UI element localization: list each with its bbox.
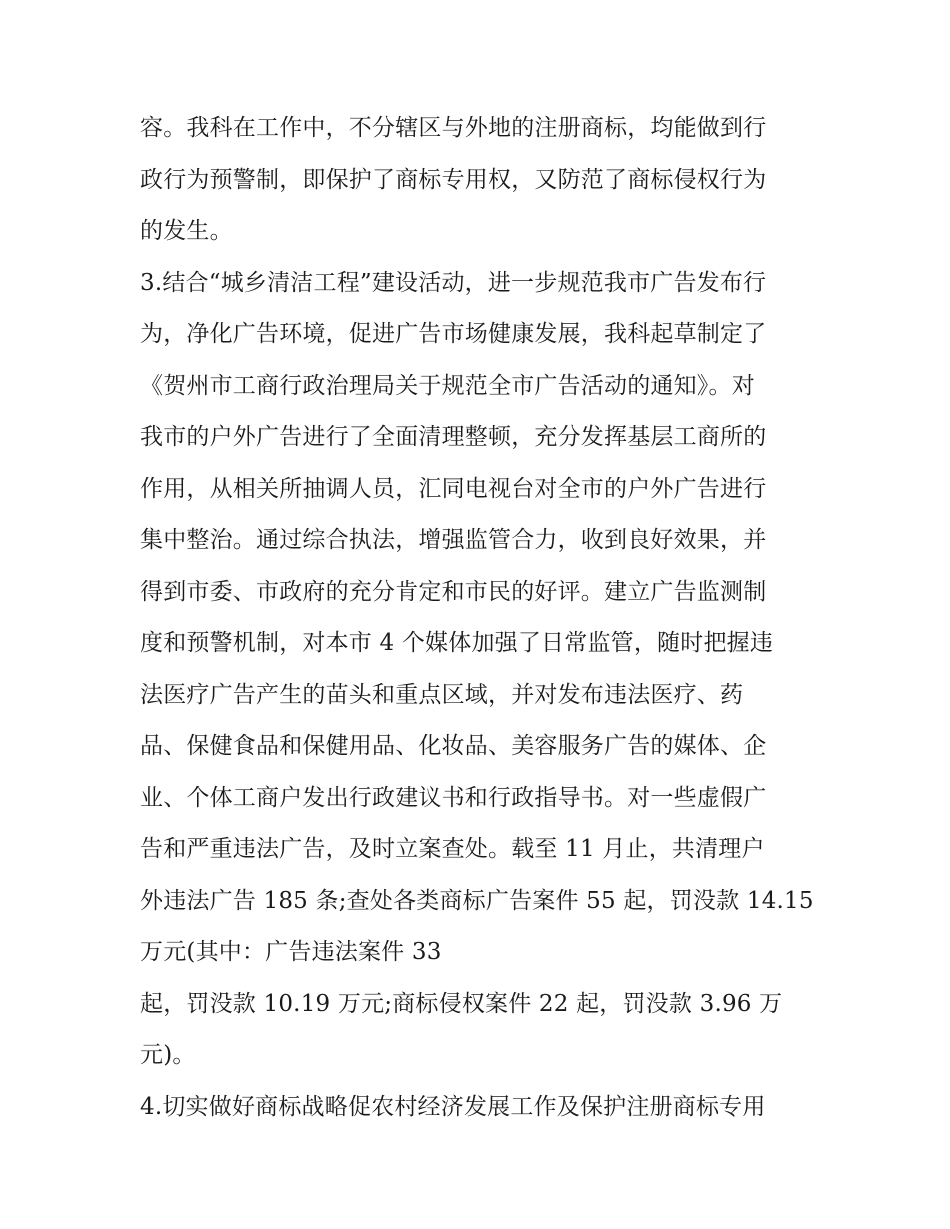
text-line: 我市的户外广告进行了全面清理整顿，充分发挥基层工商所的 bbox=[140, 424, 767, 450]
text-line: 集中整治。通过综合执法，增强监管合力，收到良好效果，并 bbox=[140, 527, 767, 553]
text-line: 作用，从相关所抽调人员，汇同电视台对全市的户外广告进行 bbox=[140, 475, 767, 502]
text-line: 政行为预警制，即保护了商标专用权，又防范了商标侵权行为 bbox=[140, 166, 767, 193]
text-line: 法医疗广告产生的苗头和重点区域，并对发布违法医疗、药 bbox=[140, 681, 744, 708]
text-line: 3.结合“城乡清洁工程”建设活动，进一步规范我市广告发布行 bbox=[140, 269, 767, 296]
text-line: 得到市委、市政府的充分肯定和市民的好评。建立广告监测制 bbox=[140, 578, 767, 605]
text-line: 《贺州市工商行政治理局关于规范全市广告活动的通知》。对 bbox=[140, 372, 755, 399]
text-line: 的发生。 bbox=[140, 218, 233, 244]
text-line: 容。我科在工作中，不分辖区与外地的注册商标，均能做到行 bbox=[140, 115, 767, 141]
text-line: 度和预警机制，对本市 4 个媒体加强了日常监管，随时把握违 bbox=[140, 630, 774, 656]
body-text bbox=[140, 103, 820, 1133]
text-line: 告和严重违法广告，及时立案查处。载至 11 月止，共清理户 bbox=[140, 836, 765, 862]
text-line: 万元(其中：广告违法案件 33 bbox=[140, 939, 442, 965]
text-line: 元)。 bbox=[140, 1042, 196, 1068]
text-line: 4.切实做好商标战略促农村经济发展工作及保护注册商标专用 bbox=[140, 1093, 766, 1120]
text-line: 起，罚没款 10.19 万元;商标侵权案件 22 起，罚没款 3.96 万 bbox=[140, 990, 783, 1017]
text-line: 外违法广告 185 条;查处各类商标广告案件 55 起，罚没款 14.15 bbox=[140, 887, 814, 914]
text-line: 为，净化广告环境，促进广告市场健康发展，我科起草制定了 bbox=[140, 321, 767, 347]
text-line: 品、保健食品和保健用品、化妆品、美容服务广告的媒体、企 bbox=[140, 733, 767, 759]
text-line: 业、个体工商户发出行政建议书和行政指导书。对一些虚假广 bbox=[140, 784, 767, 811]
